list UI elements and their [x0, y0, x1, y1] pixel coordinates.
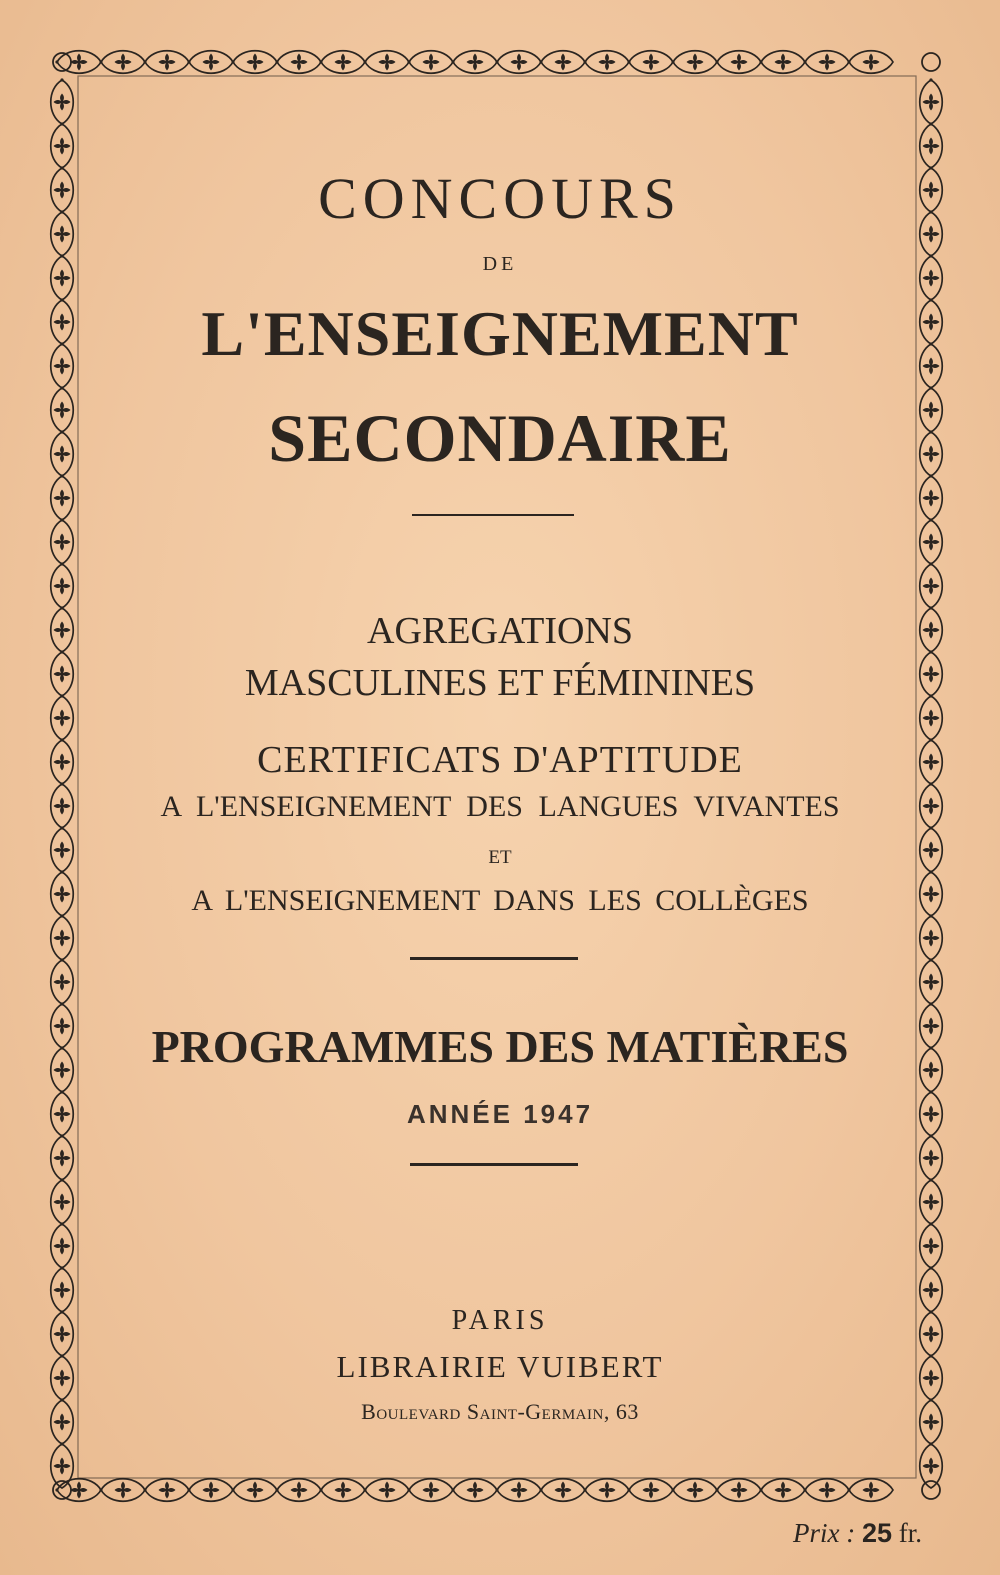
corner-rosette [922, 1481, 940, 1499]
border-ornament [847, 51, 893, 74]
border-ornament [51, 78, 74, 124]
title-concours: CONCOURS [318, 166, 682, 231]
border-ornament [51, 958, 74, 1004]
border-ornament [759, 51, 805, 74]
border-ornament [920, 1266, 943, 1312]
border-ornament [143, 51, 189, 74]
border-ornament [51, 518, 74, 564]
border-ornament [275, 1479, 321, 1502]
border-ornament [920, 1178, 943, 1224]
border-ornament [803, 51, 849, 74]
border-ornament [99, 51, 145, 74]
publisher-city: PARIS [451, 1305, 549, 1336]
publisher-name: LIBRAIRIE VUIBERT [336, 1349, 664, 1384]
programme-year: ANNÉE 1947 [406, 1099, 594, 1129]
border-ornament [231, 1479, 277, 1502]
border-ornament [759, 1479, 805, 1502]
border-ornament [583, 51, 629, 74]
publisher-address: Boulevard Saint-Germain, 63 [361, 1399, 639, 1424]
subtitle-certificats: CERTIFICATS D'APTITUDE [257, 739, 743, 781]
subtitle-colleges: A L'ENSEIGNEMENT DANS LES COLLÈGES [191, 884, 809, 917]
border-ornament [920, 914, 943, 960]
corner-rosette [922, 53, 940, 71]
border-ornament [451, 1479, 497, 1502]
border-ornament [55, 51, 101, 74]
price-value: 25 [861, 1518, 892, 1548]
border-ornament [231, 51, 277, 74]
border-ornament [920, 78, 943, 124]
border-ornament [920, 474, 943, 520]
border-ornament [539, 51, 585, 74]
border-ornament [51, 1178, 74, 1224]
border-ornament [99, 1479, 145, 1502]
border-ornament [51, 1222, 74, 1268]
subtitle-masculines: MASCULINES ET FÉMININES [244, 662, 756, 704]
border-ornament [671, 1479, 717, 1502]
border-ornament [671, 51, 717, 74]
border-ornament [51, 1266, 74, 1312]
border-ornament [187, 1479, 233, 1502]
border-ornament [539, 1479, 585, 1502]
border-ornament [51, 562, 74, 608]
divider-rule [410, 957, 578, 960]
title-secondaire: SECONDAIRE [268, 400, 732, 476]
border-ornament [495, 51, 541, 74]
price-tag [793, 1520, 922, 1547]
border-ornament [847, 1479, 893, 1502]
price-label: Prix : [792, 1518, 856, 1548]
subtitle-agregations: AGREGATIONS [367, 610, 633, 652]
border-ornament [920, 1222, 943, 1268]
border-ornament [275, 51, 321, 74]
divider-rule [412, 514, 574, 516]
border-ornament [319, 51, 365, 74]
border-ornament [363, 1479, 409, 1502]
border-ornament [55, 1479, 101, 1502]
border-ornament [319, 1479, 365, 1502]
border-ornament [920, 958, 943, 1004]
border-ornament [920, 1134, 943, 1180]
border-ornament [143, 1479, 189, 1502]
border-ornament [920, 562, 943, 608]
subtitle-et: ET [488, 847, 512, 868]
border-ornament [627, 51, 673, 74]
programme-heading: PROGRAMMES DES MATIÈRES [151, 1021, 849, 1072]
price-unit: fr. [898, 1518, 922, 1548]
border-ornament [627, 1479, 673, 1502]
border-ornament [920, 122, 943, 168]
border-ornament [51, 122, 74, 168]
border-ornament [407, 51, 453, 74]
border-ornament [583, 1479, 629, 1502]
border-ornament [803, 1479, 849, 1502]
border-ornament [920, 518, 943, 564]
border-ornament [363, 51, 409, 74]
border-ornament [407, 1479, 453, 1502]
divider-rule [410, 1163, 578, 1166]
border-ornament [495, 1479, 541, 1502]
border-ornament [715, 51, 761, 74]
title-de: DE [482, 253, 518, 275]
border-ornament [51, 1134, 74, 1180]
border-ornament [51, 914, 74, 960]
subtitle-langues: A L'ENSEIGNEMENT DES LANGUES VIVANTES [160, 790, 840, 823]
border-ornament [51, 474, 74, 520]
border-ornament [187, 51, 233, 74]
title-enseignement: L'ENSEIGNEMENT [201, 298, 799, 369]
border-ornament [451, 51, 497, 74]
border-ornament [715, 1479, 761, 1502]
